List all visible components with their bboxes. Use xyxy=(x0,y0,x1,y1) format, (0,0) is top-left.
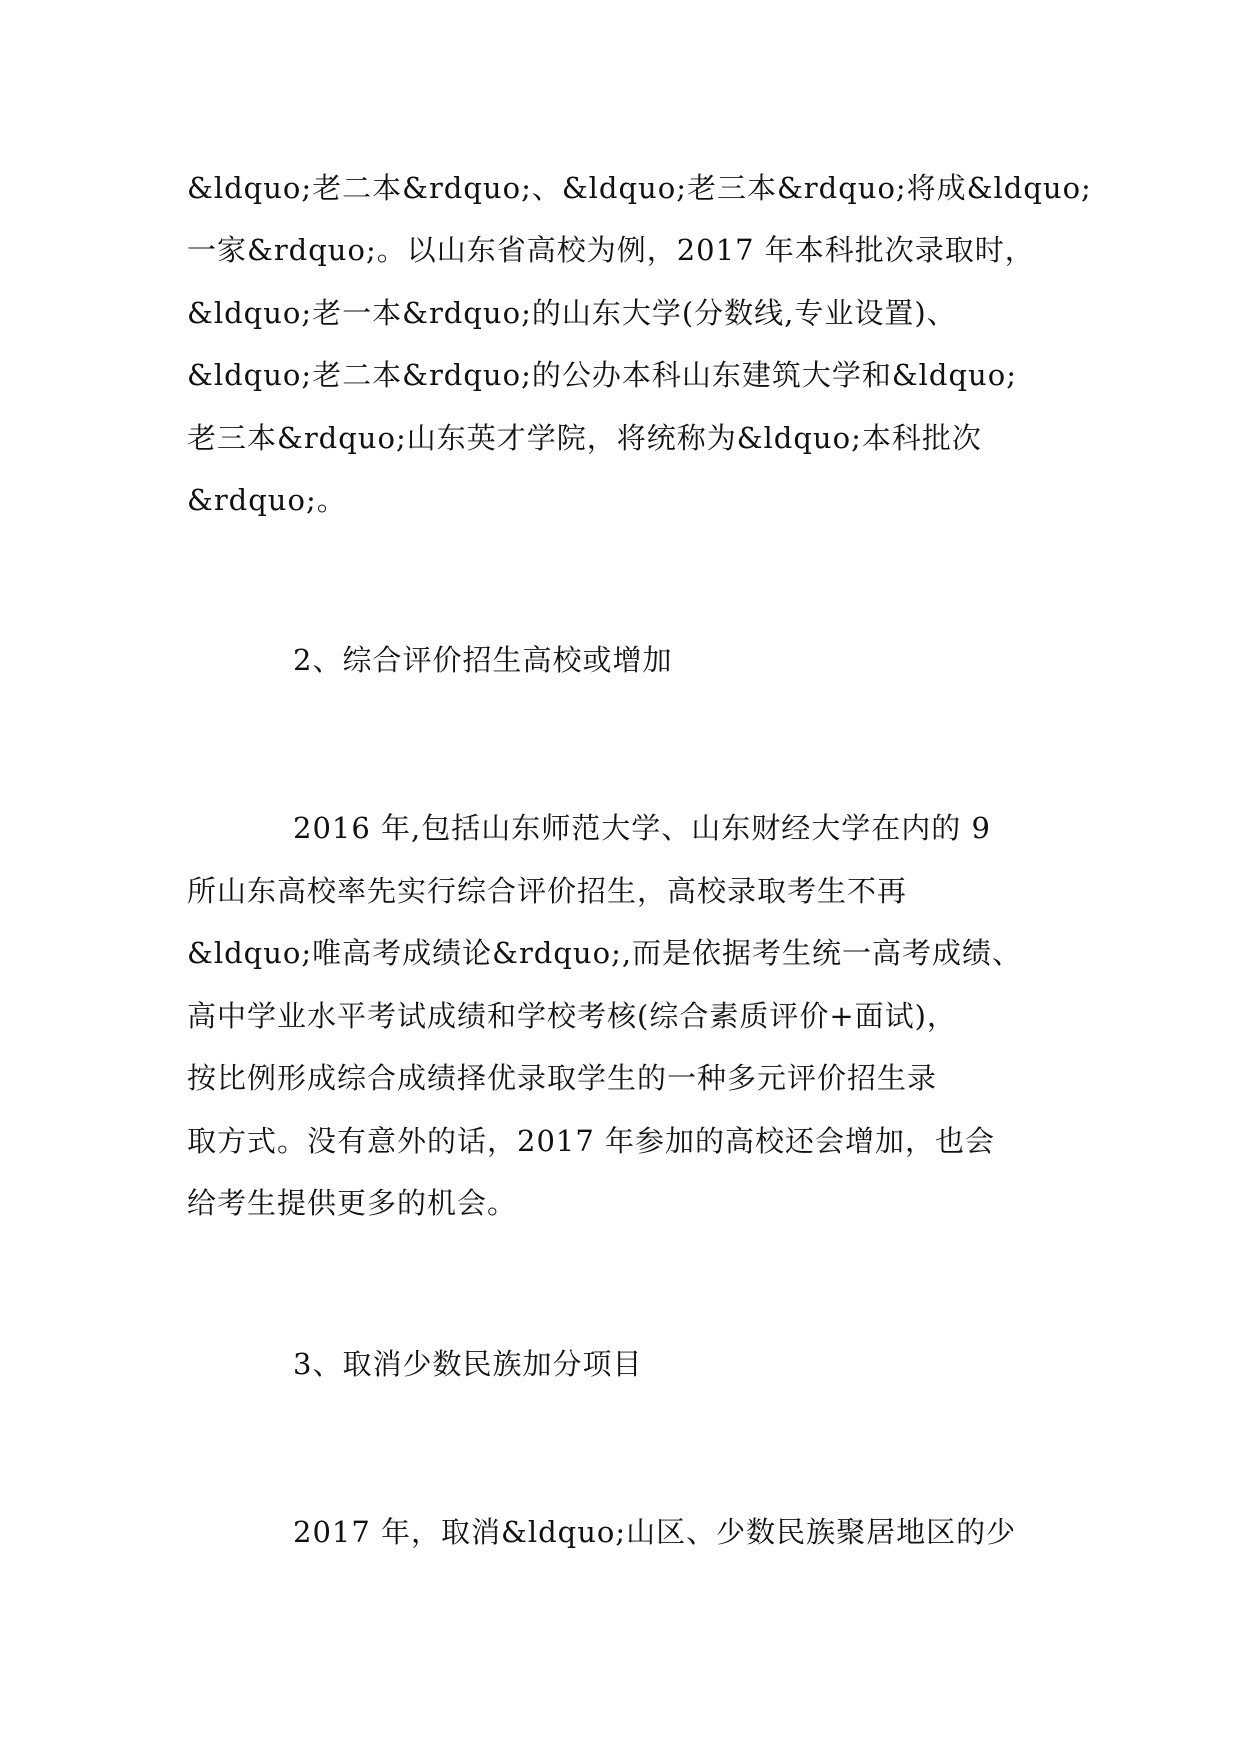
paragraph-line: &ldquo;老二本&rdquo;、&ldquo;老三本&rdquo;将成&ldquo; xyxy=(187,171,1092,205)
paragraph-line: &ldquo;老一本&rdquo;的山东大学(分数线,专业设置)、 xyxy=(187,296,957,330)
paragraph-line: 高中学业水平考试成绩和学校考核(综合素质评价+面试)， xyxy=(187,999,957,1033)
paragraph-line: 2017 年，取消&ldquo;山区、少数民族聚居地区的少 xyxy=(293,1515,1017,1549)
paragraph-line: 按比例形成综合成绩择优录取学生的一种多元评价招生录 xyxy=(187,1061,938,1095)
paragraph-line: &ldquo;唯高考成绩论&rdquo;,而是依据考生统一高考成绩、 xyxy=(187,936,1023,970)
paragraph-line: 所山东高校率先实行综合评价招生，高校录取考生不再 xyxy=(187,874,908,908)
paragraph-line: &ldquo;老二本&rdquo;的公办本科山东建筑大学和&ldquo; xyxy=(187,358,1017,392)
section-heading: 3、取消少数民族加分项目 xyxy=(293,1347,643,1381)
paragraph-line: 一家&rdquo;。以山东省高校为例，2017 年本科批次录取时， xyxy=(187,233,1035,267)
paragraph-line: 老三本&rdquo;山东英才学院，将统称为&ldquo;本科批次 xyxy=(187,421,982,455)
paragraph-line: &rdquo;。 xyxy=(187,483,347,517)
section-heading: 2、综合评价招生高校或增加 xyxy=(293,643,673,677)
paragraph-line: 取方式。没有意外的话，2017 年参加的高校还会增加，也会 xyxy=(187,1124,996,1158)
paragraph-line: 2016 年,包括山东师范大学、山东财经大学在内的 9 xyxy=(293,811,991,845)
paragraph-line: 给考生提供更多的机会。 xyxy=(187,1186,518,1220)
